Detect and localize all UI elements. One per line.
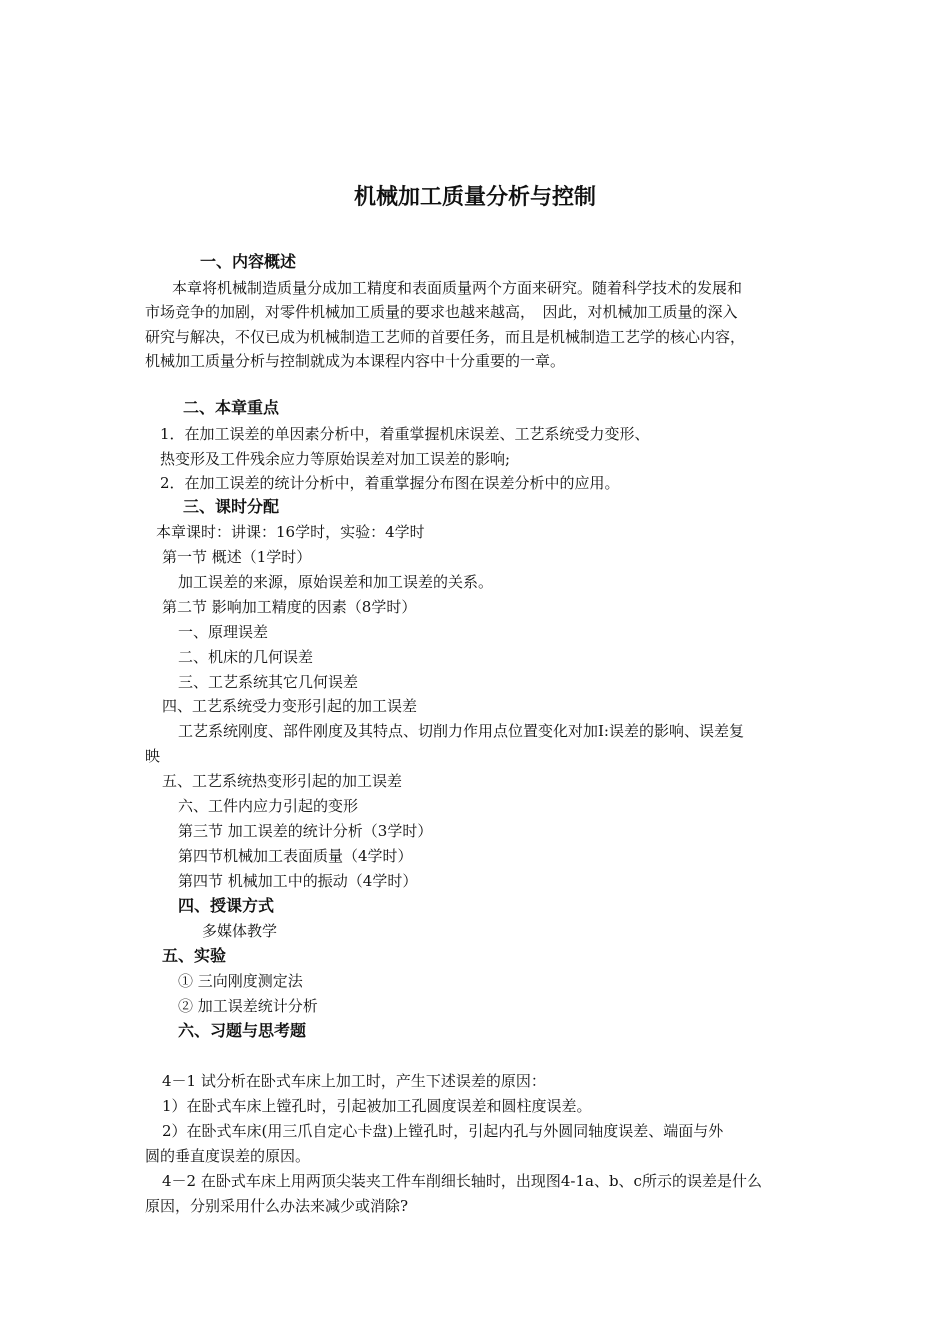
text-line: 加工误差的来源，原始误差和加工误差的关系。 xyxy=(178,573,494,591)
paragraph-line: 本章将机械制造质量分成加工精度和表面质量两个方面来研究。随着科学技术的发展和 xyxy=(172,279,743,297)
text-line: 三、工艺系统其它几何误差 xyxy=(178,673,359,691)
text-line: 热变形及工件残余应力等原始误差对加工误差的影响; xyxy=(160,450,511,468)
text-line: 第二节 影响加工精度的因素（8学时） xyxy=(162,598,417,616)
text-line: 工艺系统刚度、部件刚度及其特点、切削力作用点位置变化对加I:误差的影响、误差复 xyxy=(178,722,744,740)
text-line: 第三节 加工误差的统计分析（3学时） xyxy=(178,822,433,840)
section-heading-key-points: 二、本章重点 xyxy=(183,398,280,417)
text-line: 原因，分别采用什么办法来减少或消除? xyxy=(145,1197,409,1215)
section-heading-hours: 三、课时分配 xyxy=(183,497,280,516)
text-line: 六、工件内应力引起的变形 xyxy=(178,797,359,815)
text-line: 1）在卧式车床上镗孔时，引起被加工孔圆度误差和圆柱度误差。 xyxy=(162,1097,592,1115)
paragraph-line: 研究与解决，不仅已成为机械制造工艺师的首要任务，而且是机械制造工艺学的核心内容， xyxy=(145,328,746,346)
text-line: 第四节 机械加工中的振动（4学时） xyxy=(178,872,418,890)
text-line: 映 xyxy=(145,747,161,765)
paragraph-line: 机械加工质量分析与控制就成为本课程内容中十分重要的一章。 xyxy=(145,352,566,370)
text-line: 多媒体教学 xyxy=(202,922,278,940)
text-line: 2．在加工误差的统计分析中，着重掌握分布图在误差分析中的应用。 xyxy=(160,474,620,492)
document-title: 机械加工质量分析与控制 xyxy=(353,185,596,210)
section-heading-teaching-method: 四、授课方式 xyxy=(178,896,275,915)
text-line: 圆的垂直度误差的原因。 xyxy=(145,1147,311,1165)
text-line: 4－1 试分析在卧式车床上加工时，产生下述误差的原因： xyxy=(162,1072,546,1090)
text-line: 4－2 在卧式车床上用两顶尖装夹工件车削细长轴时，出现图4-1a、b、c所示的误差是什么 xyxy=(162,1172,762,1190)
text-line: 2）在卧式车床(用三爪自定心卡盘)上镗孔时，引起内孔与外圆同轴度误差、端面与外 xyxy=(162,1122,724,1140)
text-line: 二、机床的几何误差 xyxy=(178,648,314,666)
text-line: 1．在加工误差的单因素分析中，着重掌握机床误差、工艺系统受力变形、 xyxy=(160,425,650,443)
text-line: 本章课时：讲课：16学时，实验：4学时 xyxy=(156,523,425,541)
list-item: ① 三向刚度测定法 xyxy=(178,972,303,990)
text-line: 第四节机械加工表面质量（4学时） xyxy=(178,847,413,865)
text-line: 四、工艺系统受力变形引起的加工误差 xyxy=(162,697,418,715)
section-heading-experiments: 五、实验 xyxy=(162,946,227,965)
section-heading-exercises: 六、习题与思考题 xyxy=(178,1021,307,1040)
list-item: ② 加工误差统计分析 xyxy=(178,997,318,1015)
text-line: 第一节 概述（1学时） xyxy=(162,548,312,566)
section-heading-overview: 一、内容概述 xyxy=(200,252,297,271)
text-line: 一、原理误差 xyxy=(178,623,269,641)
text-line: 五、工艺系统热变形引起的加工误差 xyxy=(162,772,403,790)
paragraph-line: 市场竞争的加剧，对零件机械加工质量的要求也越来越高， 因此，对机械加工质量的深入 xyxy=(145,303,738,321)
